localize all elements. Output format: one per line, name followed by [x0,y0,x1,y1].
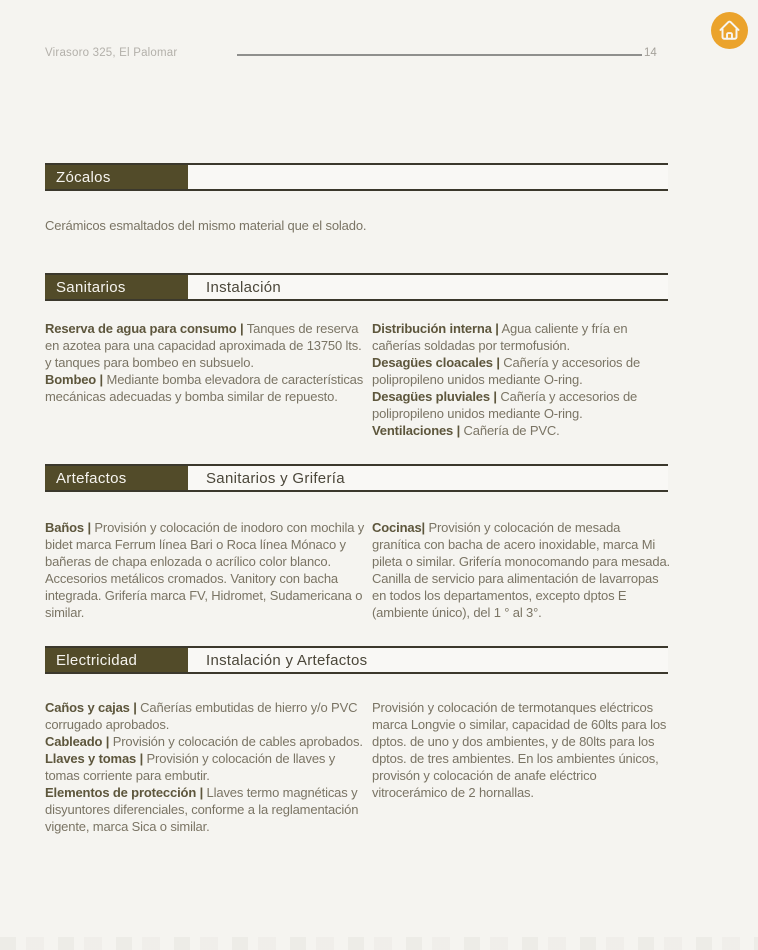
zocalos-text-column [45,217,367,234]
section-subtitle: Instalación y Artefactos [206,651,368,669]
section-subtitle: Sanitarios y Grifería [206,469,345,487]
artefactos-left-column [45,519,367,621]
section-label-box [45,165,188,189]
spec-text: Provisión y colocación de inodoro con mochila y bidet marca Ferrum línea Bari o Roca línea Mónaco y bañeras de chapa enlozada o acrílico color blanco. Accesorios metálicos cromados. Vanitory con bacha integrada. Grifería marca FV, Hidromet, Sudamericana o similar. [45,520,365,620]
spec-text: Provisión y colocación de mesada granítica con bacha de acero inoxidable, marca Mi pileta o similar. Grifería monocomando para mesada. Canilla de servicio para alimentación de lavarropas en todos los departamentos, excepto dptos E (ambiente único), del 1 ° al 3°. [372,520,670,620]
section-header-electricidad [45,646,668,674]
spec-paragraph [372,354,670,388]
section-label: Zócalos [56,168,111,186]
electricidad-left-column [45,699,367,835]
spec-text: Provisión y colocación de termotanques eléctricos marca Longvie o similar, capacidad de 60lts para los dptos. de uno y dos ambientes, y de 80lts para los dptos. de tres ambientes. En los ambientes únicos, provisón y colocación de anafe eléctrico vitrocerámico de 2 hornallas. [372,700,667,800]
artefactos-right-column [372,519,670,621]
spec-text: Cañería de PVC. [460,423,560,438]
spec-paragraph [45,320,367,371]
page-number: 14 [644,47,657,59]
spec-text: Tanques de reserva en azotea para una capacidad aproximada de 13750 lts. y tanques para bombeo en subsuelo. [45,321,362,370]
sanitarios-right-column [372,320,670,439]
spec-paragraph [372,519,670,621]
spec-lead: Elementos de protección | [45,785,204,800]
spec-lead: Baños | [45,520,91,535]
spec-paragraph [45,784,367,835]
spec-lead: Desagües pluviales | [372,389,497,404]
section-label-box [45,648,188,672]
header-rule [237,54,642,56]
spec-text: Llaves termo magnéticas y disyuntores diferenciales, conforme a la reglamentación vigente, marca Sica o similar. [45,785,359,834]
footer-watermark [0,937,758,950]
spec-paragraph [372,699,674,801]
spec-paragraph [372,422,670,439]
spec-text: Cañería y accesorios de polipropileno unidos mediante O-ring. [372,355,641,387]
spec-text: Cañería y accesorios de polipropileno unidos mediante O-ring. [372,389,638,421]
spec-paragraph [45,699,367,733]
section-label-box [45,466,188,490]
spec-text: Provisión y colocación de cables aprobados. [109,734,363,749]
section-header-zocalos [45,163,668,191]
spec-paragraph [45,371,367,405]
spec-lead: Ventilaciones | [372,423,461,438]
sanitarios-left-column [45,320,367,405]
section-header-sanitarios [45,273,668,301]
section-label: Artefactos [56,469,127,487]
spec-lead: Llaves y tomas | [45,751,144,766]
page-title: Virasoro 325, El Palomar [45,47,178,59]
spec-lead: Cableado | [45,734,110,749]
spec-paragraph [45,750,367,784]
spec-text: Provisión y colocación de llaves y tomas corriente para embutir. [45,751,336,783]
section-label: Sanitarios [56,278,126,296]
section-subtitle [188,165,206,189]
spec-text: Cañerías embutidas de hierro y/o PVC corrugado aprobados. [45,700,358,732]
spec-paragraph [45,519,367,621]
section-label: Electricidad [56,651,138,669]
spec-lead: Bombeo | [45,372,104,387]
spec-paragraph [45,217,367,234]
spec-lead: Desagües cloacales | [372,355,500,370]
home-icon [711,12,748,49]
spec-lead: Reserva de agua para consumo | [45,321,244,336]
section-header-artefactos [45,464,668,492]
spec-lead: Caños y cajas | [45,700,137,715]
spec-paragraph [372,388,670,422]
spec-text: Agua caliente y fría en cañerías soldadas por termofusión. [372,321,628,353]
section-subtitle: Instalación [206,278,282,296]
spec-paragraph [45,733,367,750]
home-button[interactable] [711,12,748,49]
spec-text: Cerámicos esmaltados del mismo material que el solado. [45,218,367,233]
electricidad-right-column [372,699,674,801]
section-label-box [45,275,188,299]
spec-lead: Distribución interna | [372,321,499,336]
spec-text: Mediante bomba elevadora de características mecánicas adecuadas y bomba similar de repuesto. [45,372,364,404]
spec-lead: Cocinas| [372,520,426,535]
spec-paragraph [372,320,670,354]
